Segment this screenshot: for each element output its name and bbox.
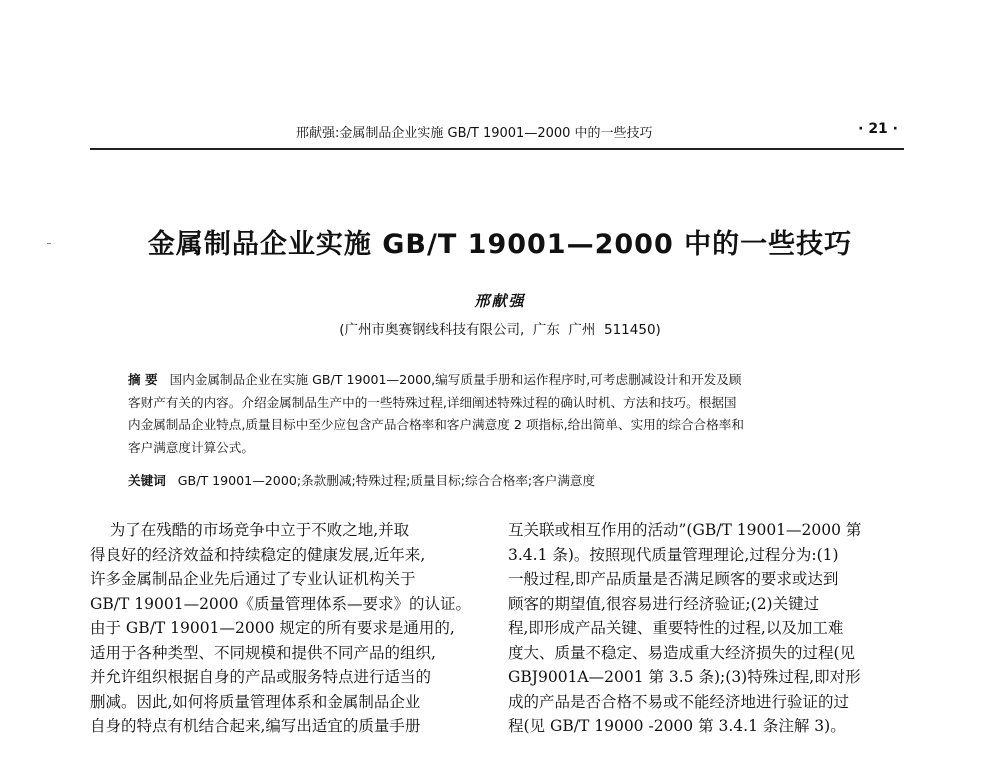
body-line: 成的产品是否合格不易或不能经济地进行验证的过 xyxy=(508,692,850,711)
body-line: 程(见 GB/T 19000 -2000 第 3.4.1 条注解 3)。 xyxy=(508,717,846,735)
article-title: 金属制品企业实施 GB/T 19001—2000 中的一些技巧 xyxy=(147,229,853,260)
body-line: 为了在残酷的市场竞争中立于不败之地,并取 xyxy=(90,521,410,539)
keywords-text: GB/T 19001—2000;条款删减;特殊过程;质量目标;综合合格率;客户满意度 xyxy=(177,473,596,488)
body-line: GB/T 19001—2000《质量管理体系—要求》的认证。 xyxy=(90,594,472,613)
body-line: 程,即形成产品关键、重要特性的过程,以及加工难 xyxy=(508,619,844,637)
body-line: 顾客的期望值,很容易进行经济验证;(2)关键过 xyxy=(508,594,820,613)
body-line: 并允许组织根据自身的产品或服务特点进行适当的 xyxy=(90,668,432,686)
abstract-text: 国内金属制品企业在实施 GB/T 19001—2000,编写质量手册和运作程序时,可考虑删减设计和开发及顾 xyxy=(169,372,742,387)
body-line: 许多金属制品企业先后通过了专业认证机构关于 xyxy=(90,570,416,588)
body-line: 适用于各种类型、不同规模和提供不同产品的组织, xyxy=(90,643,436,662)
body-line: 度大、质量不稳定、易造成重大经济损失的过程(见 xyxy=(508,643,856,662)
body-line: 3.4.1 条)。按照现代质量管理理论,过程分为:(1) xyxy=(508,545,839,564)
keywords-block xyxy=(128,470,888,492)
body-right-column xyxy=(508,518,908,739)
body-line: 得良好的经济效益和持续稳定的健康发展,近年来, xyxy=(90,545,426,564)
page-number: · 21 · xyxy=(858,121,898,137)
keywords-line xyxy=(128,470,888,492)
body-line: GBJ9001A—2001 第 3.5 条);(3)特殊过程,即对形 xyxy=(508,668,861,686)
body-line: 自身的特点有机结合起来,编写出适宜的质量手册 xyxy=(90,717,421,735)
abstract-line: 客财产有关的内容。介绍金属制品生产中的一些特殊过程,详细阐述特殊过程的确认时机、方法和技巧。根据国 xyxy=(128,394,737,410)
body-line: 一般过程,即产品质量是否满足顾客的要求或达到 xyxy=(508,570,839,588)
abstract-line: 内金属制品企业特点,质量目标中至少应包含产品合格率和客户满意度 2 项指标,给出简单、实用的综合合格率和 xyxy=(128,417,744,432)
body-line: 由于 GB/T 19001—2000 规定的所有要求是通用的, xyxy=(90,619,455,637)
body-line: 互关联或相互作用的活动”(GB/T 19001—2000 第 xyxy=(508,521,862,539)
running-header xyxy=(90,118,904,150)
body-left-column xyxy=(90,518,490,739)
abstract-line xyxy=(128,369,888,392)
abstract-line: 客户满意度计算公式。 xyxy=(128,439,254,455)
abstract-block xyxy=(128,369,888,459)
keywords-label: 关键词 xyxy=(128,473,166,488)
author-affiliation: (广州市奥赛钢线科技有限公司, 广东 广州 511450) xyxy=(339,322,661,338)
running-title: 邢献强:金属制品企业实施 GB/T 19001—2000 中的一些技巧 xyxy=(296,126,653,141)
body-line: 删减。因此,如何将质量管理体系和金属制品企业 xyxy=(90,692,421,711)
author-name: 邢献强 xyxy=(474,292,526,310)
abstract-label: 摘 要 xyxy=(128,372,158,387)
